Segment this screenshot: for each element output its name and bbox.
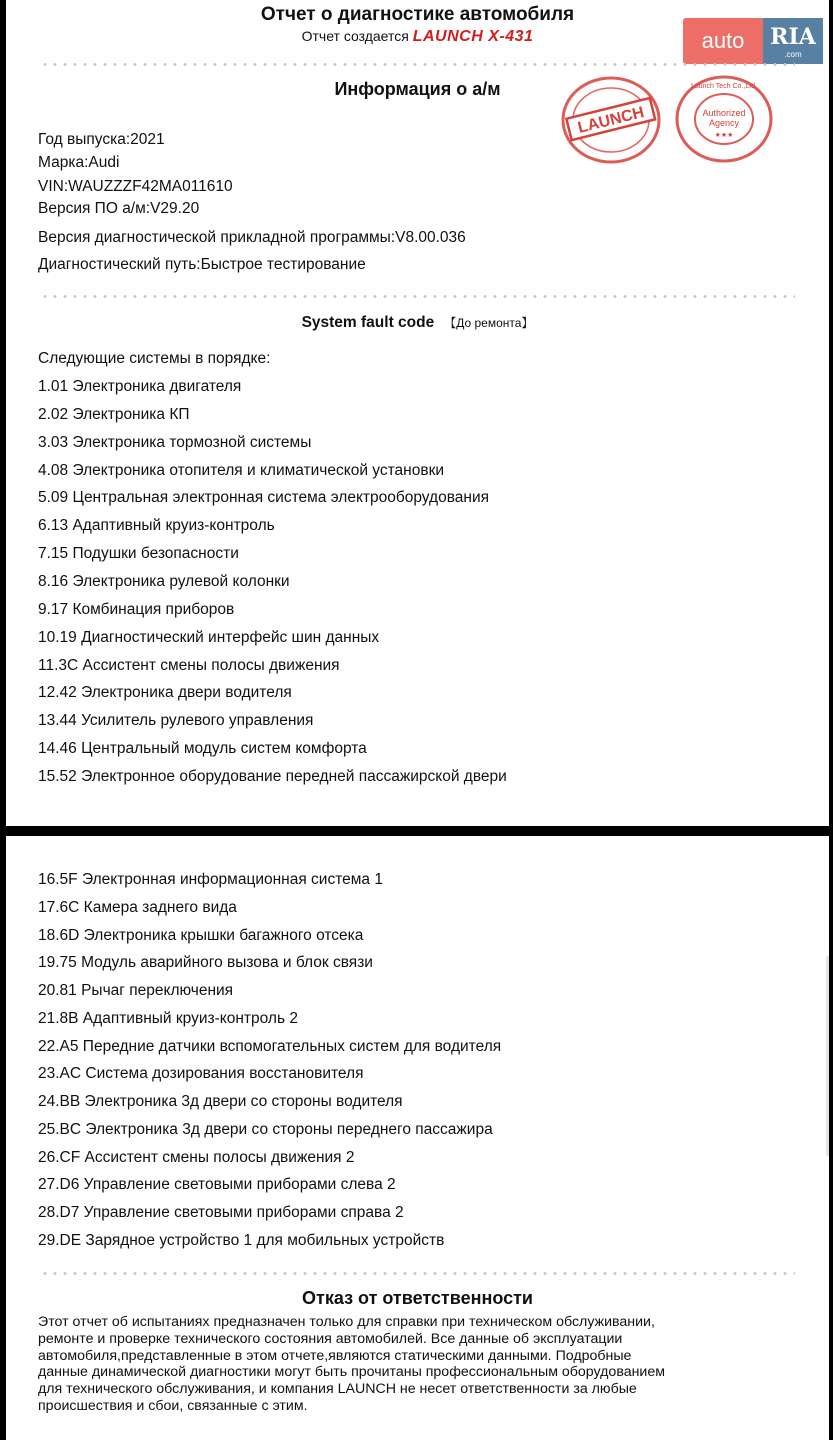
autoria-watermark [683,18,823,64]
authorized-agency-stamp-icon [672,74,776,164]
field-vin: VIN:WAUZZZF42MA011610 [38,178,233,195]
report-title: Отчет о диагностике автомобиля [260,4,575,25]
dotted-divider [40,295,795,298]
disclaimer-line: автомобиля,представленные в этом отчете,являются статическими данными. Подробные [38,1347,632,1364]
list-item: 11.3C Ассистент смены полосы движения [38,656,340,674]
list-item: 8.16 Электроника рулевой колонки [38,572,290,590]
fault-code-title: System fault code [301,314,435,331]
list-item: 21.8B Адаптивный круиз-контроль 2 [38,1009,298,1027]
list-item: 18.6D Электроника крышки багажного отсека [38,926,364,944]
disclaimer-line: Этот отчет об испытаниях предназначен только для справки при техническом обслуживании, [38,1314,655,1330]
systems-intro: Следующие системы в порядке: [38,350,271,367]
authorized-text: Authorized [702,108,746,118]
list-item: 22.A5 Передние датчики вспомогательных систем для водителя [38,1037,502,1055]
field-app-version: Версия диагностической прикладной программы:V8.00.036 [38,229,466,246]
disclaimer-text [38,1314,799,1415]
list-item: 14.46 Центральный модуль систем комфорта [38,740,367,758]
disclaimer-line: происшествия и сбои, связанные с этим. [38,1397,308,1414]
list-item: 27.D6 Управление световыми приборами слева 2 [38,1176,396,1194]
list-item: 20.81 Рычаг переключения [38,982,234,999]
watermark-auto: auto [683,18,763,64]
subtitle-prefix: Отчет создается [301,28,409,44]
list-item: 9.17 Комбинация приборов [38,600,235,618]
list-item: 23.AC Система дозирования восстановителя [38,1065,364,1083]
watermark-ria-text: RIA [770,23,816,50]
field-year: Год выпуска:2021 [38,131,165,148]
disclaimer-line: данные динамической диагностики могут быть прочитаны профессиональным оборудованием [38,1364,665,1381]
fault-code-heading [6,314,829,332]
list-item: 15.52 Электронное оборудование передней пассажирской двери [38,767,507,785]
list-item: 7.15 Подушки безопасности [38,545,239,563]
list-item: 1.01 Электроника двигателя [38,378,242,395]
scroll-track [826,956,829,1156]
launch-stamp-text: LAUNCH [576,104,646,137]
list-item: 2.02 Электроника КП [38,405,190,423]
list-item: 19.75 Модуль аварийного вызова и блок связи [38,954,373,972]
agency-text: Agency [708,118,740,128]
dotted-divider [40,63,795,66]
list-item: 17.6C Камера заднего вида [38,898,237,916]
list-item: 12.42 Электроника двери водителя [38,684,292,702]
list-item: 16.5F Электронная информационная система 1 [38,871,383,888]
launch-stamp-icon [558,74,664,164]
list-item: 25.BC Электроника 3д двери со стороны переднего пассажира [38,1120,493,1138]
list-item: 10.19 Диагностический интерфейс шин данных [38,628,380,646]
list-item: 28.D7 Управление световыми приборами справа 2 [38,1204,404,1221]
list-item: 24.BB Электроника 3д двери со стороны водителя [38,1093,403,1110]
fault-code-tag: 【До ремонта】 [444,316,534,330]
disclaimer-line: для технического обслуживания, и компания LAUNCH не несет ответственности за любые [38,1381,637,1398]
list-item: 6.13 Адаптивный круиз-контроль [38,517,275,535]
list-item: 4.08 Электроника отопителя и климатической установки [38,461,445,479]
list-item: 3.03 Электроника тормозной системы [38,433,312,451]
watermark-domain: .com [784,49,802,59]
disclaimer-heading: Отказ от ответственности [302,1288,533,1308]
vehicle-info-heading: Информация о а/м [334,79,501,99]
report-page-1 [6,0,829,826]
list-item: 13.44 Усилитель рулевого управления [38,712,314,730]
list-item: 5.09 Центральная электронная система электрооборудования [38,489,489,507]
field-sw-version: Версия ПО а/м:V29.20 [38,200,200,217]
stamp-stars: ★★★ [714,131,734,139]
report-page-2 [6,836,829,1440]
dotted-divider [40,1272,795,1275]
disclaimer-line: ремонте и проверке технического состояния автомобилей. Все данные об эксплуатации [38,1330,623,1347]
field-make: Марка:Audi [38,154,120,171]
field-diag-path: Диагностический путь:Быстрое тестирование [38,256,366,273]
list-item: 26.CF Ассистент смены полосы движения 2 [38,1148,355,1166]
launch-brand-logo: LAUNCH X-431 [412,28,534,45]
watermark-ria [763,18,823,64]
list-item: 29.DE Зарядное устройство 1 для мобильных устройств [38,1231,445,1249]
stamp-ring-text: Launch Tech Co.,Ltd. [690,83,758,90]
